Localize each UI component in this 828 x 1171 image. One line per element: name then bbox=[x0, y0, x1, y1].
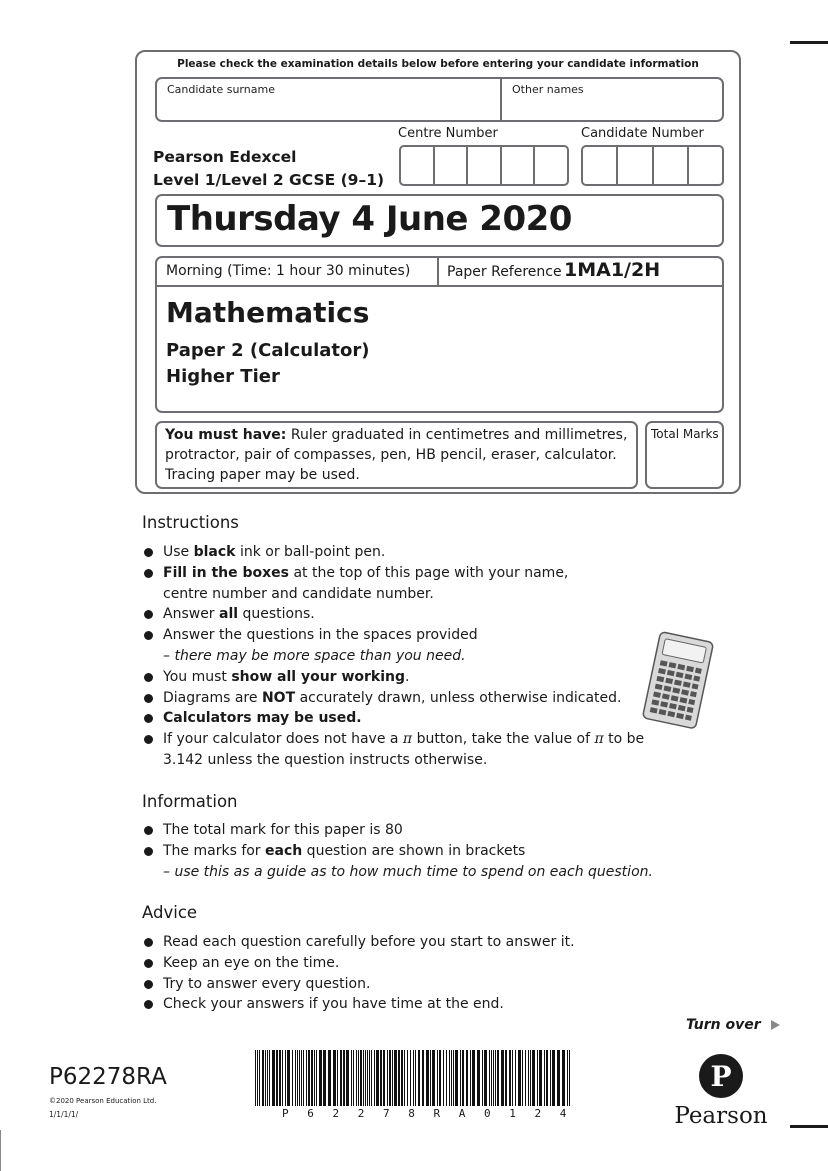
copyright: ©2020 Pearson Education Ltd. bbox=[49, 1097, 157, 1105]
list-item: Diagrams are NOT accurately drawn, unless otherwise indicated. bbox=[141, 688, 661, 709]
bullet-icon bbox=[144, 569, 153, 578]
bullet-icon bbox=[144, 847, 153, 856]
barcode-bar bbox=[371, 1050, 372, 1106]
list-item: Keep an eye on the time. bbox=[141, 953, 661, 974]
barcode-bar bbox=[255, 1050, 256, 1106]
list-item: You must show all your working. bbox=[141, 667, 661, 688]
bullet-icon bbox=[144, 714, 153, 723]
barcode-bar bbox=[460, 1050, 461, 1106]
barcode-bar bbox=[530, 1050, 531, 1106]
exam-session: Morning (Time: 1 hour 30 minutes) bbox=[166, 263, 411, 279]
turn-over-link[interactable] bbox=[686, 1017, 780, 1033]
barcode-bar bbox=[387, 1050, 388, 1106]
barcode-bar bbox=[518, 1050, 521, 1106]
pearson-logo bbox=[671, 1053, 771, 1129]
barcode-bar bbox=[287, 1050, 290, 1106]
calculator-icon bbox=[637, 630, 717, 730]
barcode-bar bbox=[351, 1050, 352, 1106]
information-heading: Information bbox=[142, 792, 238, 811]
bullet-icon bbox=[144, 610, 153, 619]
barcode-bar bbox=[522, 1050, 523, 1106]
instructions-list bbox=[141, 542, 661, 771]
barcode-bar bbox=[374, 1050, 375, 1106]
centre-number-digit[interactable] bbox=[502, 147, 536, 184]
barcode-bar bbox=[269, 1050, 270, 1106]
barcode-bar bbox=[311, 1050, 313, 1106]
barcode-bar bbox=[567, 1050, 568, 1106]
barcode-bar bbox=[365, 1050, 366, 1106]
barcode-bar bbox=[398, 1050, 400, 1106]
centre-number-digit[interactable] bbox=[468, 147, 502, 184]
bullet-icon bbox=[144, 1000, 153, 1009]
advice-list bbox=[141, 932, 661, 1015]
barcode-bar bbox=[323, 1050, 326, 1106]
barcode-bar bbox=[489, 1050, 490, 1106]
barcode-bar bbox=[301, 1050, 302, 1106]
barcode-bar bbox=[265, 1050, 266, 1106]
barcode-bar bbox=[380, 1050, 382, 1106]
barcode-bar bbox=[410, 1050, 411, 1106]
candidate-surname-label: Candidate surname bbox=[167, 83, 275, 96]
corner-mark-top bbox=[790, 41, 828, 44]
barcode-bar bbox=[453, 1050, 454, 1106]
information-list bbox=[141, 820, 661, 882]
barcode-bar bbox=[262, 1050, 264, 1106]
barcode-bar bbox=[415, 1050, 416, 1106]
barcode-text: P 6 2 2 7 8 R A 0 1 2 4 bbox=[282, 1107, 573, 1120]
must-have-line3: Tracing paper may be used. bbox=[165, 467, 360, 483]
barcode-bar bbox=[369, 1050, 370, 1106]
barcode-bar bbox=[482, 1050, 483, 1106]
barcode-bar bbox=[477, 1050, 480, 1106]
paper-code: P62278RA bbox=[49, 1064, 167, 1090]
barcode-bar bbox=[343, 1050, 345, 1106]
bullet-icon bbox=[144, 548, 153, 557]
exam-board: Pearson Edexcel bbox=[153, 148, 297, 166]
barcode-bar bbox=[272, 1050, 275, 1106]
barcode-bar bbox=[515, 1050, 516, 1106]
barcode-bar bbox=[297, 1050, 298, 1106]
bullet-icon bbox=[144, 631, 153, 640]
barcode-bar bbox=[484, 1050, 487, 1106]
barcode-bar bbox=[259, 1050, 260, 1106]
list-item: Answer the questions in the spaces provided – there may be more space than you need. bbox=[141, 625, 661, 667]
list-item: Check your answers if you have time at the end. bbox=[141, 994, 661, 1015]
barcode-bar bbox=[532, 1050, 535, 1106]
crop-mark-left bbox=[0, 1130, 1, 1171]
total-marks-label: Total Marks bbox=[651, 427, 719, 441]
barcode-bar bbox=[466, 1050, 468, 1106]
bullet-icon bbox=[144, 980, 153, 989]
instructions-heading: Instructions bbox=[142, 513, 239, 532]
centre-number-digit[interactable] bbox=[435, 147, 469, 184]
list-item: The marks for each question are shown in brackets – use this as a guide as to how much time to spend on each question. bbox=[141, 841, 661, 883]
paper-reference-label: Paper Reference bbox=[447, 264, 562, 280]
barcode-bar bbox=[470, 1050, 471, 1106]
barcode-bar bbox=[299, 1050, 300, 1106]
barcode-bar bbox=[367, 1050, 368, 1106]
centre-number-digit[interactable] bbox=[535, 147, 567, 184]
candidate-number-digit[interactable] bbox=[654, 147, 689, 184]
barcode-bar bbox=[267, 1050, 268, 1106]
list-item: If your calculator does not have a π button, take the value of π to be 3.142 unless the question instructs otherwise. bbox=[141, 729, 661, 771]
barcode-bar bbox=[413, 1050, 414, 1106]
barcode-bar bbox=[528, 1050, 529, 1106]
equipment-text bbox=[165, 425, 627, 485]
svg-text:P: P bbox=[710, 1060, 732, 1093]
barcode-bar bbox=[316, 1050, 317, 1106]
bullet-icon bbox=[144, 694, 153, 703]
barcode-bar bbox=[539, 1050, 542, 1106]
candidate-number-digit[interactable] bbox=[689, 147, 722, 184]
centre-number-label: Centre Number bbox=[398, 126, 498, 141]
barcode-bar bbox=[337, 1050, 338, 1106]
barcode-bar bbox=[426, 1050, 429, 1106]
barcode-bar bbox=[356, 1050, 357, 1106]
barcode-bar bbox=[432, 1050, 435, 1106]
barcode-bar bbox=[562, 1050, 565, 1106]
barcode-bar bbox=[328, 1050, 331, 1106]
pearson-logo-icon bbox=[671, 1053, 771, 1099]
exam-date: Thursday 4 June 2020 bbox=[167, 199, 572, 239]
candidate-number-label: Candidate Number bbox=[581, 126, 704, 141]
check-details-note: Please check the examination details below before entering your candidate information bbox=[177, 58, 699, 70]
barcode-bar bbox=[552, 1050, 555, 1106]
barcode-bar bbox=[446, 1050, 447, 1106]
arrow-right-icon bbox=[771, 1020, 780, 1030]
subject-title: Mathematics bbox=[166, 296, 370, 329]
barcode-bar bbox=[401, 1050, 403, 1106]
barcode bbox=[253, 1050, 575, 1108]
name-box-divider bbox=[500, 78, 502, 121]
barcode-bars bbox=[253, 1050, 575, 1108]
session-divider-v bbox=[437, 257, 439, 286]
barcode-bar bbox=[437, 1050, 438, 1106]
centre-number-boxes[interactable] bbox=[399, 145, 569, 186]
barcode-bar bbox=[392, 1050, 393, 1106]
barcode-bar bbox=[550, 1050, 551, 1106]
barcode-bar bbox=[360, 1050, 362, 1106]
barcode-bar bbox=[308, 1050, 310, 1106]
paper-name: Paper 2 (Calculator) bbox=[166, 340, 370, 361]
barcode-bar bbox=[319, 1050, 322, 1106]
barcode-bar bbox=[495, 1050, 496, 1106]
bullet-icon bbox=[144, 959, 153, 968]
list-item: Fill in the boxes at the top of this page with your name, centre number and candidate number. bbox=[141, 563, 661, 605]
barcode-bar bbox=[509, 1050, 511, 1106]
barcode-bar bbox=[353, 1050, 354, 1106]
list-item: The total mark for this paper is 80 bbox=[141, 820, 661, 841]
corner-mark-bottom bbox=[790, 1125, 828, 1128]
barcode-bar bbox=[407, 1050, 408, 1106]
barcode-bar bbox=[439, 1050, 441, 1106]
candidate-surname-field[interactable] bbox=[160, 100, 496, 118]
session-divider-h bbox=[156, 285, 723, 287]
barcode-bar bbox=[557, 1050, 560, 1106]
barcode-bar bbox=[292, 1050, 293, 1106]
candidate-number-digit[interactable] bbox=[618, 147, 653, 184]
barcode-bar bbox=[443, 1050, 444, 1106]
candidate-number-boxes[interactable] bbox=[581, 145, 724, 186]
bullet-icon bbox=[144, 673, 153, 682]
barcode-bar bbox=[512, 1050, 513, 1106]
bullet-icon bbox=[144, 826, 153, 835]
bullet-icon bbox=[144, 938, 153, 947]
barcode-bar bbox=[418, 1050, 420, 1106]
must-have-line1: Ruler graduated in centimetres and millimetres, bbox=[290, 427, 628, 443]
advice-heading: Advice bbox=[142, 903, 198, 922]
barcode-bar bbox=[394, 1050, 397, 1106]
barcode-bar bbox=[422, 1050, 424, 1106]
version-code: 1/1/1/1/ bbox=[49, 1110, 79, 1119]
barcode-bar bbox=[389, 1050, 391, 1106]
barcode-bar bbox=[544, 1050, 545, 1106]
barcode-bar bbox=[525, 1050, 526, 1106]
barcode-bar bbox=[358, 1050, 359, 1106]
barcode-bar bbox=[430, 1050, 431, 1106]
barcode-bar bbox=[340, 1050, 342, 1106]
turn-over-label: Turn over bbox=[686, 1017, 761, 1033]
list-item: Try to answer every question. bbox=[141, 974, 661, 995]
paper-reference-code: 1MA1/2H bbox=[564, 259, 661, 281]
barcode-bar bbox=[276, 1050, 278, 1106]
barcode-bar bbox=[546, 1050, 548, 1106]
barcode-bar bbox=[314, 1050, 315, 1106]
barcode-bar bbox=[505, 1050, 507, 1106]
barcode-bar bbox=[491, 1050, 492, 1106]
barcode-bar bbox=[363, 1050, 364, 1106]
barcode-bar bbox=[383, 1050, 385, 1106]
barcode-bar bbox=[493, 1050, 494, 1106]
qualification-level: Level 1/Level 2 GCSE (9–1) bbox=[153, 171, 385, 189]
candidate-number-digit[interactable] bbox=[583, 147, 618, 184]
list-item: Use black ink or ball-point pen. bbox=[141, 542, 661, 563]
paper-tier: Higher Tier bbox=[166, 366, 280, 387]
other-names-field[interactable] bbox=[506, 100, 720, 118]
barcode-bar bbox=[451, 1050, 452, 1106]
list-item: Answer all questions. bbox=[141, 604, 661, 625]
list-item: Calculators may be used. bbox=[141, 708, 661, 729]
barcode-bar bbox=[462, 1050, 464, 1106]
barcode-bar bbox=[306, 1050, 307, 1106]
barcode-bar bbox=[497, 1050, 499, 1106]
barcode-bar bbox=[472, 1050, 475, 1106]
barcode-bar bbox=[282, 1050, 283, 1106]
barcode-bar bbox=[257, 1050, 258, 1106]
barcode-bar bbox=[285, 1050, 286, 1106]
barcode-bar bbox=[537, 1050, 538, 1106]
must-have-line2: protractor, pair of compasses, pen, HB pencil, eraser, calculator. bbox=[165, 447, 617, 463]
other-names-label: Other names bbox=[512, 83, 584, 96]
must-have-label: You must have: bbox=[165, 427, 287, 443]
barcode-bar bbox=[569, 1050, 570, 1106]
barcode-bar bbox=[404, 1050, 405, 1106]
list-item: Read each question carefully before you start to answer it. bbox=[141, 932, 661, 953]
barcode-bar bbox=[455, 1050, 458, 1106]
barcode-bar bbox=[346, 1050, 349, 1106]
barcode-bar bbox=[279, 1050, 281, 1106]
barcode-bar bbox=[295, 1050, 296, 1106]
barcode-bar bbox=[501, 1050, 504, 1106]
bullet-icon bbox=[144, 735, 153, 744]
pearson-logo-text: Pearson bbox=[674, 1103, 768, 1129]
centre-number-digit[interactable] bbox=[401, 147, 435, 184]
barcode-bar bbox=[303, 1050, 304, 1106]
barcode-bar bbox=[449, 1050, 450, 1106]
barcode-bar bbox=[333, 1050, 336, 1106]
barcode-bar bbox=[376, 1050, 379, 1106]
